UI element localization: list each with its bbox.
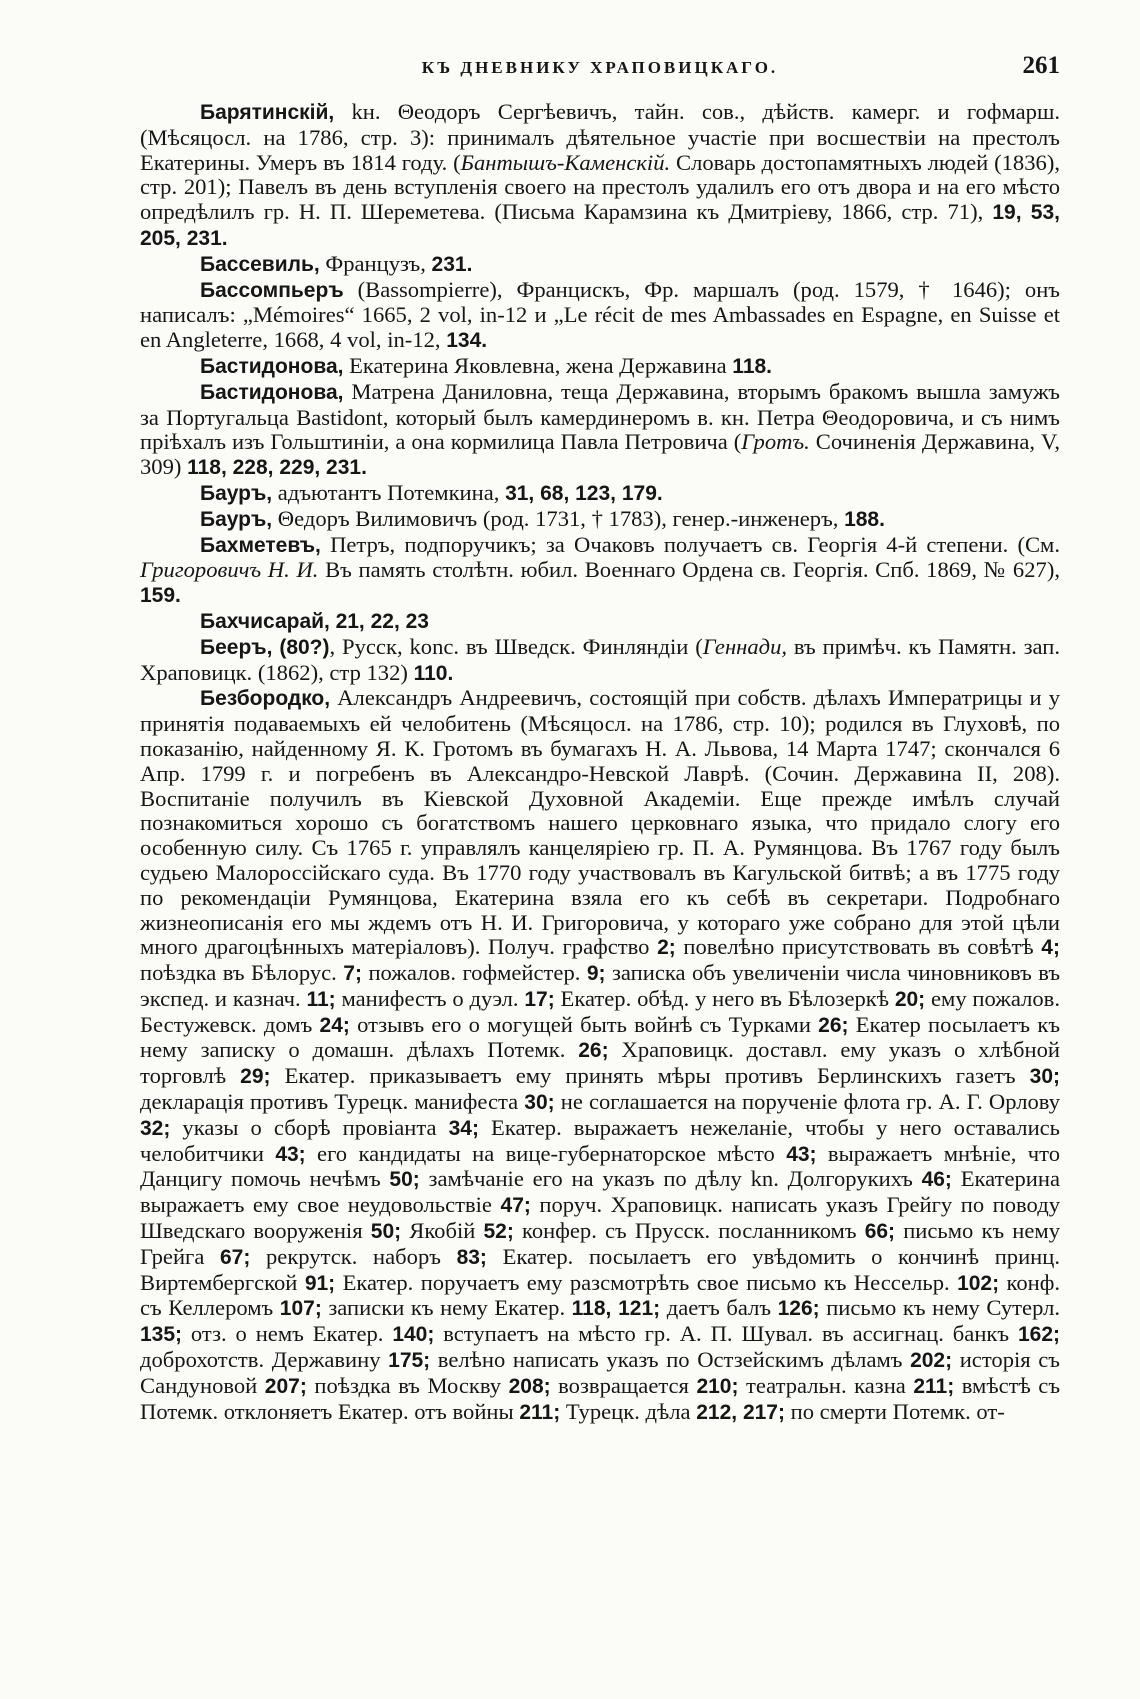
running-title: КЪ ДНЕВНИКУ ХРАПОВИЦКАГО. xyxy=(421,58,779,77)
page-reference: 83; xyxy=(456,1245,487,1269)
entry-text: записки къ нему Екатер. xyxy=(321,1295,572,1321)
entry-text: конфер. съ Прусск. посланникомъ xyxy=(513,1218,865,1244)
entry-text: Сочиненія Державина, V, 309) xyxy=(140,429,1060,480)
entry-headword: Безбородко, xyxy=(200,687,331,711)
entry-headword: Бееръ, xyxy=(200,635,273,659)
page-reference: 231. xyxy=(431,252,473,276)
page-reference: 2; xyxy=(657,936,676,960)
entry-text: конф. съ Келлеромъ xyxy=(140,1269,1061,1321)
page-reference: 118, 228, 229, 231. xyxy=(187,456,367,480)
index-entry xyxy=(140,354,1060,380)
index-entry xyxy=(140,252,1060,278)
entry-text: Словарь достопамятныхъ людей (1836), стр. 201); Павелъ въ день вступленія своего на престолъ удалилъ его отъ двора и на его мѣсто опредѣлилъ гр. Н. П. Шереметева. (Письма Карамзина къ Дмитріеву, 1866, стр. 71), xyxy=(140,149,1060,225)
page-reference: 32; xyxy=(140,1116,171,1140)
index-entry xyxy=(140,533,1060,609)
page-reference: 135; xyxy=(140,1323,183,1347)
page-reference: 21, 22, 23 xyxy=(335,609,429,633)
page-reference: 134. xyxy=(446,329,488,353)
page-reference: 11; xyxy=(306,987,336,1011)
entry-text: даетъ балъ xyxy=(660,1295,778,1321)
entry-text: театральн. казна xyxy=(738,1372,914,1398)
entry-text: письмо къ нему Сутерл. xyxy=(819,1295,1060,1321)
entry-text: рекрутск. наборъ xyxy=(250,1243,457,1269)
page-reference: 20; xyxy=(894,987,926,1011)
page-reference: 7; xyxy=(343,962,362,986)
entry-headword: Бауръ, xyxy=(200,481,273,505)
entry-text: по смерти Потемк. от- xyxy=(784,1398,1005,1424)
entry-text: Петръ, подпоручикъ; за Очаковъ получаетъ св. Георгія 4-й степени. (См. xyxy=(320,531,1060,557)
page-reference: 159. xyxy=(140,584,181,608)
page-reference: 19, 53, 205, 231. xyxy=(140,201,1060,250)
entry-text: записка объ увеличеніи числа чиновниковъ въ экспед. и казнач. xyxy=(140,960,1061,1011)
entry-headword: Барятинскій, xyxy=(200,101,335,124)
page-reference: 52; xyxy=(483,1220,514,1244)
page-reference: 188. xyxy=(844,507,885,531)
index-entry xyxy=(140,686,1060,1425)
entry-text: пожалов. гофмейстер. xyxy=(361,960,587,986)
index-entry xyxy=(140,635,1060,687)
entry-text: Екатер посылаетъ къ нему записку о домашн. дѣлахъ Потемк. xyxy=(140,1011,1060,1063)
page-header xyxy=(140,52,1060,88)
page-reference: 212, 217; xyxy=(696,1400,785,1424)
entry-text: Екатер. выражаетъ нежеланіе, чтобы у него оставались челобитчики xyxy=(140,1114,1060,1166)
index-entry xyxy=(140,609,1060,635)
entry-text: манифестъ о дуэл. xyxy=(335,985,525,1011)
page-reference: 126; xyxy=(777,1297,820,1321)
entry-text: (Bassompierre), Францискъ, Фр. маршалъ (род. 1579, † 1646); онъ написалъ: „Mémoires“ 1665, 2 vol, in-12 и „Le récit de mes Ambassades en Espagne, en Suisse et en Angleterre, 1668, 4 vol, in-12, xyxy=(140,276,1060,353)
page-reference: 29; xyxy=(240,1065,271,1089)
entry-text: указы о сборѣ провіанта xyxy=(170,1114,449,1140)
entry-text: адъютантъ Потемкина, xyxy=(272,479,506,505)
entry-text: Екатерина выражаетъ ему свое неудовольствіе xyxy=(140,1166,1061,1218)
page-reference: 211; xyxy=(913,1374,955,1398)
entry-text: поѣздка въ Бѣлорус. xyxy=(140,960,344,986)
entry-text: поруч. Храповицк. написать указъ Грейгу по поводу Шведскаго вооруженія xyxy=(140,1192,1060,1244)
page-number: 261 xyxy=(1022,52,1060,79)
entry-headword: Бастидонова, xyxy=(200,354,344,378)
index-entry xyxy=(140,278,1060,354)
page-reference: 91; xyxy=(304,1271,336,1295)
entry-text: замѣчаніе его на указъ по дѣлу kn. Долгорукихъ xyxy=(419,1166,922,1192)
page-reference: 9; xyxy=(586,962,606,986)
entry-text: письмо къ нему Грейга xyxy=(140,1218,1061,1269)
entry-text: Θедоръ Вилимовичъ (род. 1731, † 1783), генер.-инженеръ, xyxy=(272,505,845,531)
entry-text: выражаетъ мнѣніе, что Данцигу помочь нечѣмъ xyxy=(140,1140,1060,1192)
index-entry xyxy=(140,507,1060,533)
entry-text: Въ память столѣтн. юбил. Военнаго Ордена св. Георгія. Спб. 1869, № 627), xyxy=(318,557,1060,583)
index-entry xyxy=(140,100,1060,252)
page-reference: 175; xyxy=(388,1349,431,1373)
entry-text: возвращается xyxy=(550,1372,697,1398)
page-reference: 43; xyxy=(275,1142,306,1166)
entry-headword: Бахметевъ, xyxy=(200,533,321,557)
page-reference: 30; xyxy=(524,1091,555,1115)
entry-text: исторія съ Сандуновой xyxy=(140,1347,1060,1398)
entry-text: Екатерина Яковлевна, жена Державина xyxy=(343,352,733,378)
entry-text: Храповицк. доставл. ему указъ о хлѣбной торговлѣ xyxy=(140,1037,1061,1089)
entry-text: отзывъ его о могущей быть войнѣ съ Турками xyxy=(349,1011,819,1037)
italic-citation: Бантышъ-Каменскій. xyxy=(460,149,671,175)
page-reference: 162; xyxy=(1017,1323,1060,1347)
entry-text: повелѣно присутствовать въ совѣтѣ xyxy=(675,934,1042,960)
entry-text: вмѣстѣ съ Потемк. отклоняетъ Екатер. отъ войны xyxy=(140,1372,1061,1424)
index-entries xyxy=(140,100,1060,1425)
entry-text: Екатер. приказываетъ ему принять мѣры противъ Берлинскихъ газетъ xyxy=(270,1063,1030,1089)
page-reference: 50; xyxy=(370,1220,402,1244)
entry-text: Екатер. обѣд. у него въ Бѣлозеркѣ xyxy=(554,985,895,1011)
page-reference: 17; xyxy=(524,987,555,1011)
entry-text: его кандидаты на вице-губернаторское мѣсто xyxy=(305,1140,787,1166)
page-reference: 34; xyxy=(448,1116,479,1140)
page-reference: 110. xyxy=(413,661,454,685)
page-reference: 118, 121; xyxy=(571,1297,661,1321)
page-reference: 50; xyxy=(389,1168,420,1192)
entry-text: Екатер. поручаетъ ему разсмотрѣть свое письмо къ Нессельр. xyxy=(335,1269,958,1295)
entry-text: велѣно написать указъ по Остзейскимъ дѣламъ xyxy=(430,1347,911,1373)
page-reference: 46; xyxy=(921,1168,952,1192)
page-reference: 67; xyxy=(220,1245,251,1269)
page-reference: 210; xyxy=(696,1374,739,1398)
entry-text: Французъ, xyxy=(319,250,432,276)
index-entry xyxy=(140,380,1060,481)
entry-headword: Бассомпьеръ xyxy=(200,278,344,302)
page-reference: 102; xyxy=(957,1271,1000,1295)
italic-citation: Гротъ. xyxy=(741,429,810,455)
page-reference: 26; xyxy=(578,1039,609,1063)
page-reference: 207; xyxy=(264,1374,307,1398)
entry-headword: Бассевиль, xyxy=(200,252,320,276)
page-reference: 47; xyxy=(500,1194,531,1218)
entry-text: доброхотств. Державину xyxy=(140,1347,389,1373)
entry-text: Екатер. посылаетъ его увѣдомить о кончинѣ принц. Виртембергской xyxy=(140,1243,1061,1295)
page-reference: 43; xyxy=(786,1142,817,1166)
entry-text: отз. о немъ Екатер. xyxy=(182,1321,393,1347)
entry-headword: Бахчисарай, xyxy=(200,609,330,633)
page-reference: 26; xyxy=(818,1013,849,1037)
page-reference: 66; xyxy=(864,1220,896,1244)
entry-text: вступаетъ на мѣсто гр. А. П. Шувал. въ ассигнац. банкъ xyxy=(434,1321,1018,1347)
italic-citation: Григоровичъ Н. И. xyxy=(140,557,319,583)
entry-text: kн. Θеодоръ Сергѣевичъ, тайн. сов., дѣйств. камерг. и гофмарш. (Мѣсяцосл. на 1786, стр. 3): принималъ дѣятельное участіе при восшествіи на престолъ Екатерины. Умеръ въ 1814 году. ( xyxy=(140,99,1060,175)
entry-text: поѣздка въ Москву xyxy=(306,1372,509,1398)
entry-text: Турецк. дѣла xyxy=(560,1398,697,1424)
page-reference: 208; xyxy=(508,1374,551,1398)
page-reference: 107; xyxy=(279,1297,322,1321)
italic-citation: Геннади, xyxy=(702,633,788,659)
page-reference: 140; xyxy=(392,1323,435,1347)
page-reference: (80?) xyxy=(279,635,330,659)
page-reference: 118. xyxy=(732,354,773,378)
page-reference: 24; xyxy=(319,1013,350,1037)
entry-headword: Бастидонова, xyxy=(200,380,344,404)
entry-text: ему пожалов. Бестужевск. домъ xyxy=(140,985,1060,1037)
entry-headword: Бауръ, xyxy=(200,507,273,531)
page-reference: 30; xyxy=(1029,1065,1061,1089)
entry-text: , Русск, konc. въ Шведск. Финляндіи ( xyxy=(329,633,703,659)
index-entry xyxy=(140,481,1060,507)
page-reference: 31, 68, 123, 179. xyxy=(505,481,663,505)
entry-text: не соглашается на порученіе флота гр. А. Г. Орлову xyxy=(554,1089,1060,1115)
page-reference: 211; xyxy=(519,1400,561,1424)
entry-text: декларація противъ Турецк. манифеста xyxy=(140,1089,525,1115)
page-reference: 4; xyxy=(1041,936,1060,960)
page-reference: 202; xyxy=(910,1349,953,1373)
entry-text: Матрена Даниловна, теща Державина, вторымъ бракомъ вышла замужъ за Португальца Bastidont, который былъ камердинеромъ в. кн. Петра Θеодоровича, и съ нимъ пріѣхалъ изъ Гольштиніи, а она кормилица Павла Петровича ( xyxy=(140,378,1060,455)
entry-text: Александръ Андреевичъ, состоящій при собств. дѣлахъ Императрицы и у принятія подаваемыхъ ей челобитень (Мѣсяцосл. на 1786, стр. 10); родился въ Глуховѣ, по показанію, найденному Я. К. Гротомъ въ бумагахъ Н. А. Львова, 14 Марта 1747; скончался 6 Апр. 1799 г. и погребенъ въ Александро-Невской Лаврѣ. (Сочин. Державина II, 208). Воспитаніе получилъ въ Кіевской Духовной Академіи. Еще прежде имѣлъ случай познакомиться хорошо съ богатствомъ нашего церковнаго языка, что придало слогу его особенную силу. Съ 1765 г. управлялъ канцеляріею гр. П. А. Румянцова. Въ 1767 году былъ судьею Малороссійскаго суда. Въ 1770 году участвовалъ въ Кагульской битвѣ; а въ 1775 году по рекомендаціи Румянцова, Екатерина взяла его къ себѣ въ секретари. Подробнаго жизнеописанія его мы ждемъ отъ Н. И. Григоровича, у котораго уже собрано для этой цѣли много драгоцѣнныхъ матеріаловъ). Получ. графство xyxy=(140,685,1060,960)
entry-text: въ примѣч. къ Памятн. зап. Храповицк. (1862), стр 132) xyxy=(140,633,1061,685)
entry-text: Якобій xyxy=(401,1218,484,1244)
